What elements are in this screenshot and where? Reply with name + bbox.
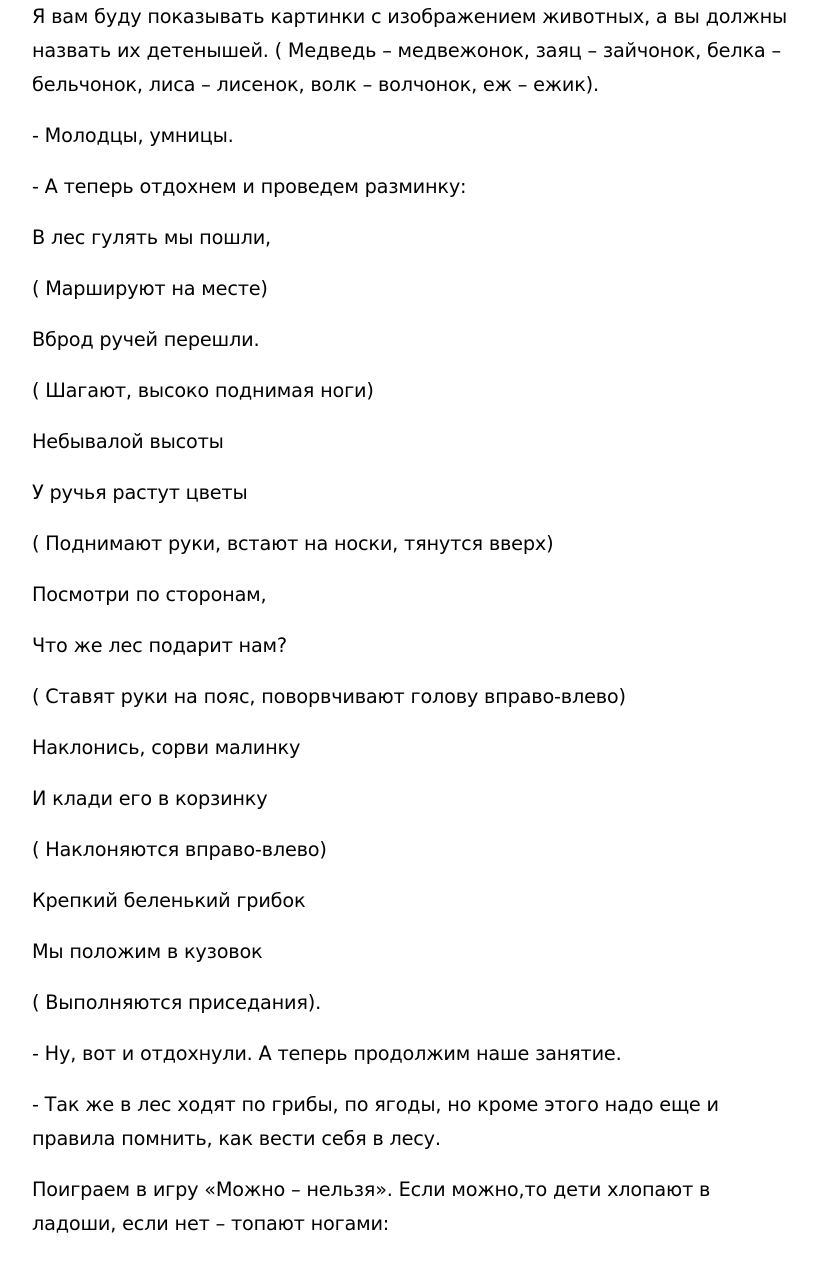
paragraph [32,1037,812,1071]
paragraph [32,833,812,867]
paragraph [32,1173,812,1241]
text-line: ( Маршируют на месте) [32,277,268,300]
text-line: Небывалой высоты [32,430,224,453]
paragraph [32,119,812,153]
paragraph [32,425,812,459]
text-line: ( Поднимают руки, встают на носки, тянутся вверх) [32,532,554,555]
paragraph [32,935,812,969]
paragraph [32,323,812,357]
text-line: У ручья растут цветы [32,481,248,504]
paragraph [32,527,812,561]
paragraph [32,374,812,408]
text-line: - Так же в лес ходят по грибы, по ягоды, но кроме этого надо еще и [32,1093,719,1116]
text-line: Поиграем в игру «Можно – нельзя». Если можно,то дети хлопают в [32,1178,711,1201]
paragraph [32,221,812,255]
paragraph [32,1088,812,1156]
paragraph [32,578,812,612]
text-line: бельчонок, лиса – лисенок, волк – волчонок, еж – ежик). [32,73,599,96]
paragraph [32,731,812,765]
text-line: Крепкий беленький грибок [32,889,306,912]
text-line: ( Шагают, высоко поднимая ноги) [32,379,374,402]
text-line: В лес гулять мы пошли, [32,226,271,249]
text-line: Посмотри по сторонам, [32,583,267,606]
text-line: назвать их детенышей. ( Медведь – медвежонок, заяц – зайчонок, белка – [32,39,781,62]
text-line: Вброд ручей перешли. [32,328,260,351]
text-line: Я вам буду показывать картинки с изображением животных, а вы должны [32,5,788,28]
paragraph [32,0,812,102]
text-line: ( Выполняются приседания). [32,991,321,1014]
text-line: Что же лес подарит нам? [32,634,287,657]
paragraph [32,680,812,714]
text-line: ладоши, если нет – топают ногами: [32,1212,390,1235]
text-line: Мы положим в кузовок [32,940,263,963]
text-line: - Ну, вот и отдохнули. А теперь продолжим наше занятие. [32,1042,622,1065]
text-line: - А теперь отдохнем и проведем разминку: [32,175,467,198]
paragraph [32,986,812,1020]
paragraph [32,272,812,306]
document-body [32,0,812,1258]
text-line: Наклонись, сорви малинку [32,736,301,759]
text-line: ( Ставят руки на пояс, поворвчивают голову вправо-влево) [32,685,626,708]
text-line: ( Наклоняются вправо-влево) [32,838,327,861]
text-line: И клади его в корзинку [32,787,268,810]
paragraph [32,884,812,918]
paragraph [32,476,812,510]
text-line: - Молодцы, умницы. [32,124,234,147]
text-line: правила помнить, как вести себя в лесу. [32,1127,441,1150]
paragraph [32,629,812,663]
paragraph [32,782,812,816]
paragraph [32,170,812,204]
